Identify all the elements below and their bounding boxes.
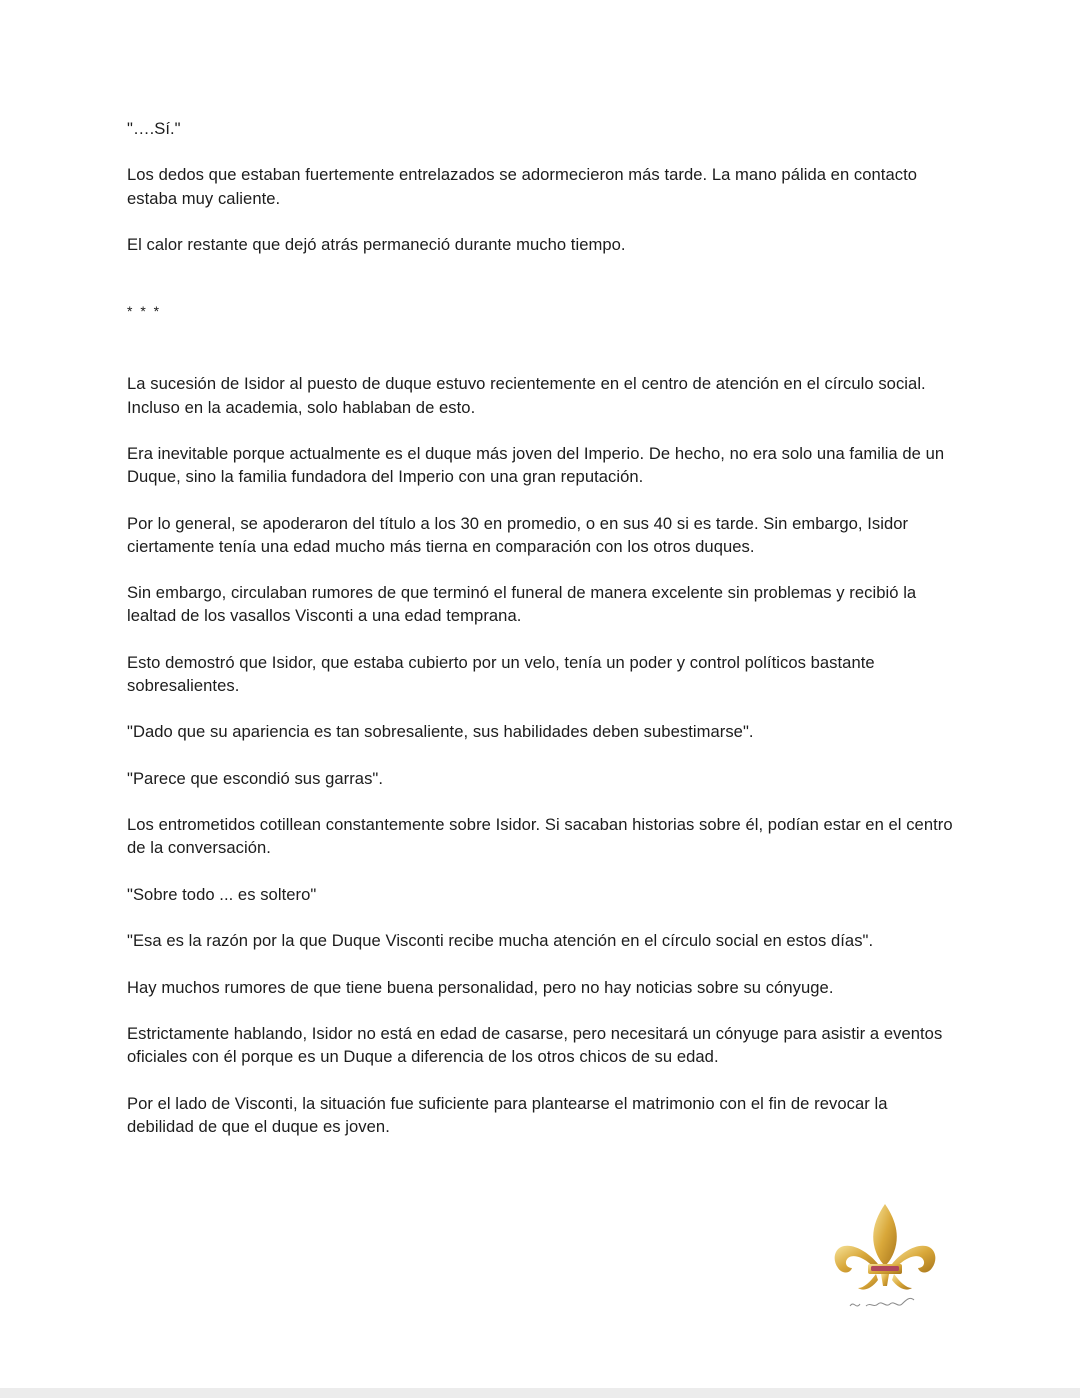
document-body — [127, 117, 957, 1161]
paragraph: La sucesión de Isidor al puesto de duque estuvo recientemente en el centro de atención en el círculo social. Incluso en la academia, solo hablaban de esto. — [127, 374, 926, 417]
paragraph: Sin embargo, circulaban rumores de que terminó el funeral de manera excelente sin problemas y recibió la lealtad de los vasallos Visconti a una edad temprana. — [127, 583, 917, 626]
paragraph: Por lo general, se apoderaron del título a los 30 en promedio, o en sus 40 si es tarde. Sin embargo, Isidor ciertamente tenía una edad mucho más tierna en comparación con los otros duques. — [127, 513, 909, 556]
paragraph: Hay muchos rumores de que tiene buena personalidad, pero no hay noticias sobre su cónyuge. — [127, 977, 834, 997]
watermark-logo — [830, 1200, 940, 1318]
paragraph: Por el lado de Visconti, la situación fue suficiente para plantearse el matrimonio con el fin de revocar la debilidad de que el duque es joven. — [127, 1093, 888, 1136]
paragraph: Estrictamente hablando, Isidor no está en edad de casarse, pero necesitará un cónyuge para asistir a eventos oficiales con él porque es un Duque a diferencia de los otros chicos de su edad. — [127, 1023, 943, 1067]
dialogue-line: "Esa es la razón por la que Duque Visconti recibe mucha atención en el círculo social en estos días". — [127, 931, 874, 951]
paragraph: Los entrometidos cotillean constantemente sobre Isidor. Si sacaban historias sobre él, podían estar en el centro de la conversación. — [127, 815, 953, 858]
fleur-de-lis-icon — [830, 1200, 940, 1318]
paragraph: Era inevitable porque actualmente es el duque más joven del Imperio. De hecho, no era solo una familia de un Duque, sino la familia fundadora del Imperio con una gran reputación. — [127, 443, 945, 487]
dialogue-line: "Parece que escondió sus garras". — [127, 768, 384, 788]
paragraph: Esto demostró que Isidor, que estaba cubierto por un velo, tenía un poder y control políticos bastante sobresalientes. — [127, 652, 875, 695]
dialogue-line: "Sobre todo ... es soltero" — [127, 884, 317, 904]
signature-mark — [850, 1298, 914, 1306]
paragraph: Los dedos que estaban fuertemente entrelazados se adormecieron más tarde. La mano pálida en contacto estaba muy caliente. — [127, 165, 918, 208]
page-bottom-edge — [0, 1388, 1080, 1398]
paragraph: El calor restante que dejó atrás permaneció durante mucho tiempo. — [127, 234, 626, 254]
section-separator: * * * — [127, 303, 162, 320]
dialogue-line: "Dado que su apariencia es tan sobresaliente, sus habilidades deben subestimarse". — [127, 722, 754, 742]
paragraph: "….Sí." — [127, 119, 181, 138]
